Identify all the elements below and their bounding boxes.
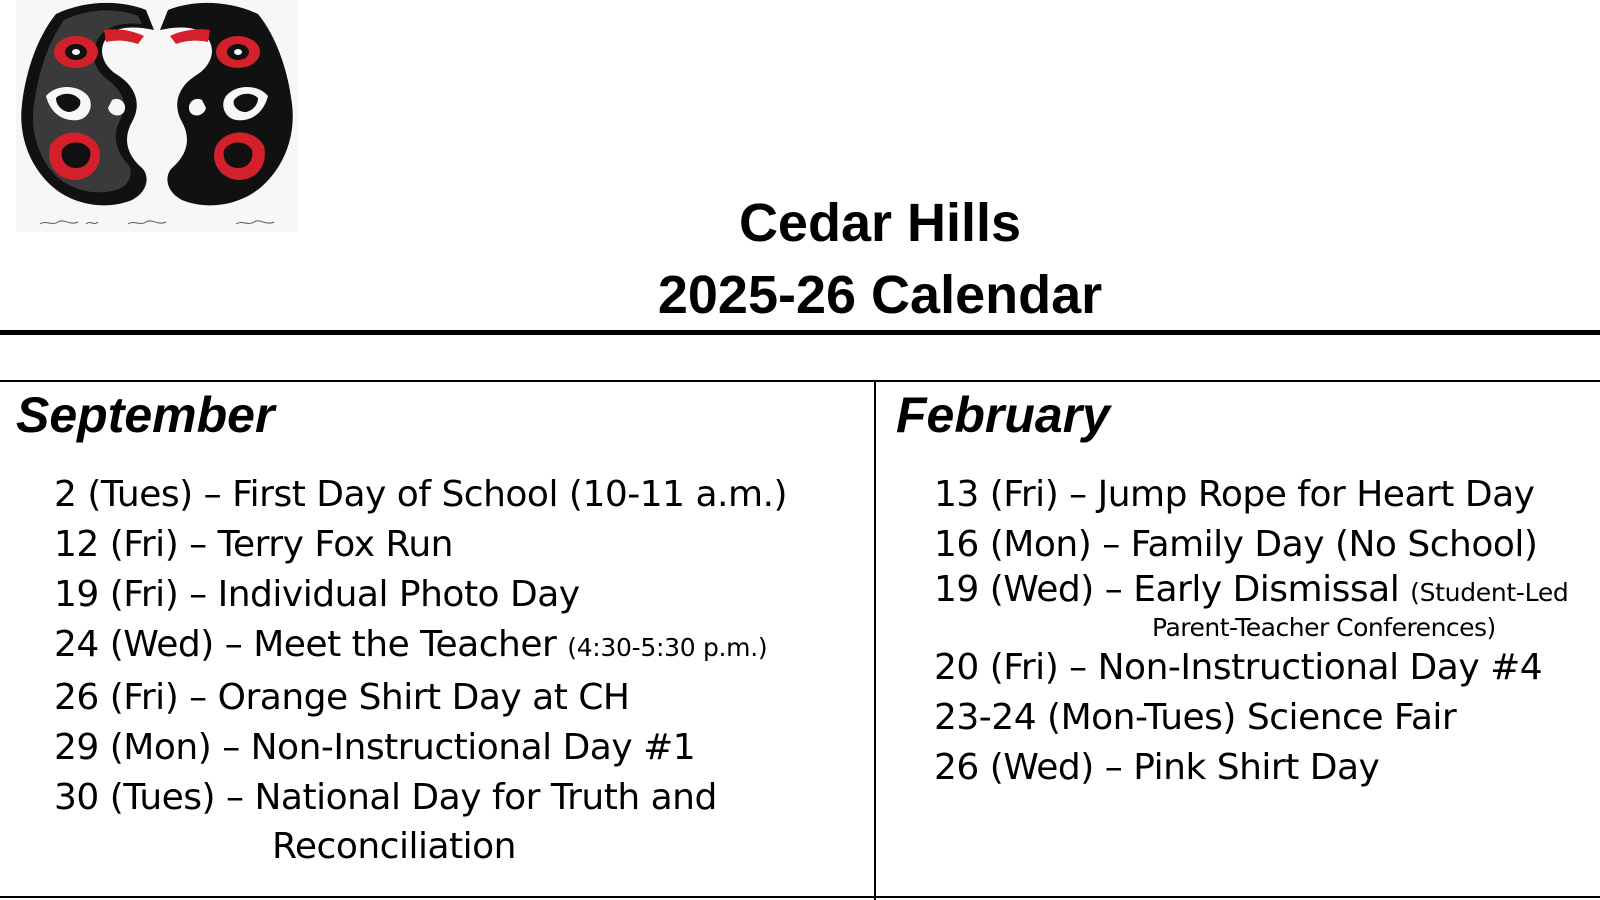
list-item bbox=[934, 643, 1600, 693]
event-text: 24 (Wed) – Meet the Teacher bbox=[54, 624, 568, 665]
event-text: 19 (Wed) – Early Dismissal bbox=[934, 569, 1411, 610]
school-logo bbox=[16, 0, 298, 232]
event-text: 13 (Fri) – Jump Rope for Heart Day bbox=[934, 474, 1535, 515]
twin-orca-formline-art bbox=[16, 0, 298, 232]
list-item bbox=[54, 673, 864, 723]
list-item bbox=[934, 470, 1600, 520]
event-text: 12 (Fri) – Terry Fox Run bbox=[54, 524, 453, 565]
column-divider bbox=[874, 381, 876, 900]
event-time-note: (4:30-5:30 p.m.) bbox=[567, 633, 768, 662]
month-heading-february: February bbox=[896, 387, 1110, 443]
event-note: (Student-Led bbox=[1410, 578, 1569, 607]
event-text: 29 (Mon) – Non-Instructional Day #1 bbox=[54, 727, 696, 768]
event-continuation: Reconciliation bbox=[272, 826, 516, 867]
event-text: 16 (Mon) – Family Day (No School) bbox=[934, 524, 1538, 565]
list-item bbox=[54, 723, 864, 773]
list-item bbox=[934, 570, 1600, 643]
page-title-school: Cedar Hills bbox=[738, 193, 1022, 253]
list-item bbox=[934, 693, 1600, 743]
month-heading-september: September bbox=[16, 387, 275, 443]
february-event-list bbox=[934, 470, 1600, 793]
event-text: 20 (Fri) – Non-Instructional Day #4 bbox=[934, 647, 1543, 688]
event-continuation: Parent-Teacher Conferences) bbox=[1152, 613, 1496, 642]
event-text: 23-24 (Mon-Tues) Science Fair bbox=[934, 697, 1457, 738]
event-text: 19 (Fri) – Individual Photo Day bbox=[54, 574, 580, 615]
september-event-list bbox=[54, 470, 864, 871]
list-item bbox=[54, 570, 864, 620]
table-top-border bbox=[0, 380, 1600, 382]
event-text: 26 (Wed) – Pink Shirt Day bbox=[934, 747, 1380, 788]
event-text: 2 (Tues) – First Day of School (10-11 a.m.) bbox=[54, 474, 788, 515]
list-item bbox=[54, 470, 864, 520]
event-text: 26 (Fri) – Orange Shirt Day at CH bbox=[54, 677, 630, 718]
list-item bbox=[54, 520, 864, 570]
event-text: 30 (Tues) – National Day for Truth and bbox=[54, 777, 717, 818]
list-item bbox=[934, 520, 1600, 570]
list-item bbox=[54, 620, 864, 673]
list-item bbox=[54, 773, 864, 871]
table-bottom-border bbox=[0, 896, 1600, 898]
header-divider bbox=[0, 330, 1600, 335]
list-item bbox=[934, 743, 1600, 793]
page-title-calendar: 2025-26 Calendar bbox=[657, 265, 1103, 325]
